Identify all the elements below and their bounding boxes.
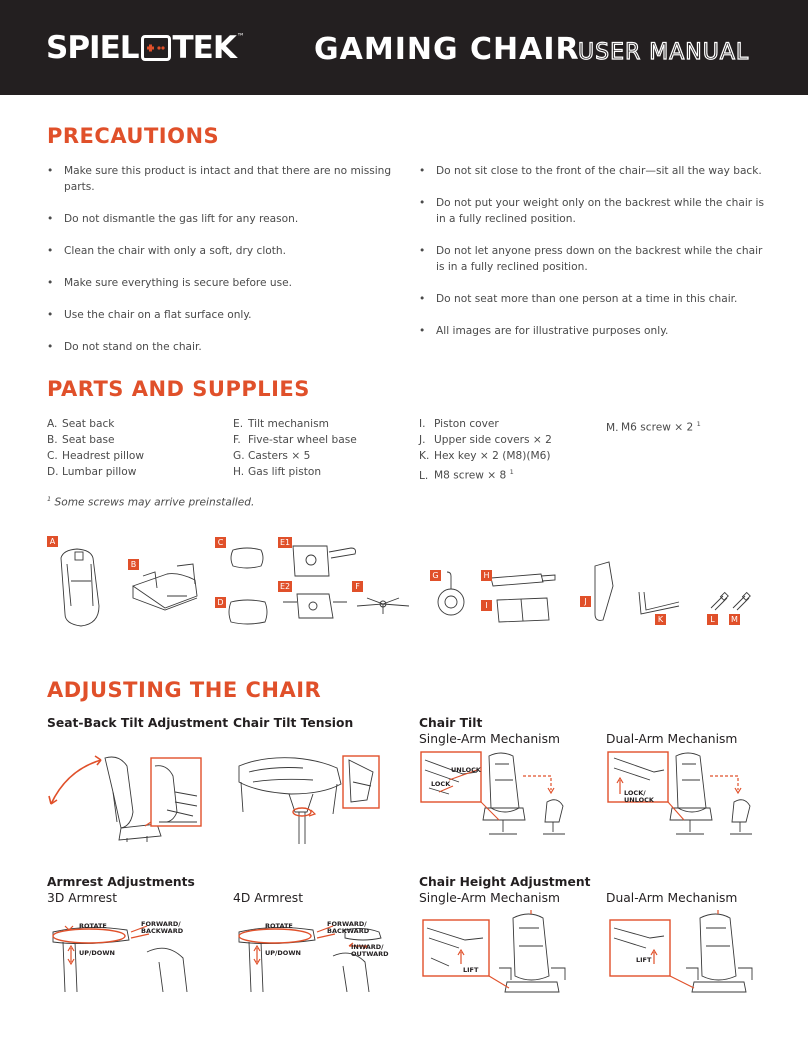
- chair-height-dual-arm-illustration: [606, 910, 766, 994]
- chair-height-single-arm-illustration: [419, 910, 579, 994]
- part-tag: B: [128, 559, 139, 570]
- forward-backward-callout: FORWARD/ BACKWARD: [141, 920, 184, 935]
- part-tag: M: [729, 614, 740, 625]
- part-item: F. Five-star wheel base: [233, 434, 357, 446]
- up-down-callout: UP/DOWN: [79, 949, 115, 957]
- part-item: L. M8 screw × 8 $^1$: [419, 468, 514, 482]
- inward-outward-callout: INWARD/ OUTWARD: [351, 943, 389, 958]
- part-tag: K: [655, 614, 666, 625]
- armrest-3d-label: 3D Armrest: [47, 891, 118, 905]
- precautions-list-right: [419, 163, 764, 355]
- seat-back-tilt-title: Seat-Back Tilt Adjustment: [47, 716, 229, 730]
- logo-text-right: TEK: [172, 30, 236, 66]
- adjusting-heading: ADJUSTING THE CHAIR: [47, 678, 322, 702]
- part-tag: J: [580, 596, 591, 607]
- precaution-item: • Do not sit close to the front of the chair—sit all the way back.: [419, 163, 764, 179]
- part-item: A. Seat back: [47, 418, 115, 430]
- part-tag: E2: [280, 582, 291, 591]
- part-item: I. Piston cover: [419, 418, 499, 430]
- part-tag: F: [352, 581, 363, 592]
- precaution-item: • Do not seat more than one person at a time in this chair.: [419, 291, 764, 307]
- part-item: B. Seat base: [47, 434, 115, 446]
- precaution-item: • Use the chair on a flat surface only.: [47, 307, 397, 323]
- precautions-heading: PRECAUTIONS: [47, 124, 220, 148]
- chair-height-single-arm-label: Single-Arm Mechanism: [419, 891, 560, 905]
- parts-list-col4: [606, 416, 701, 436]
- document-subtitle: USER MANUAL: [578, 40, 750, 65]
- precaution-item: • Make sure everything is secure before use.: [47, 275, 397, 291]
- rotate-callout: ROTATE: [79, 922, 107, 930]
- part-tag: H: [481, 570, 492, 581]
- precaution-item: • Do not dismantle the gas lift for any reason.: [47, 211, 397, 227]
- parts-heading: PARTS AND SUPPLIES: [47, 377, 310, 401]
- part-item: K. Hex key × 2 (M8)(M6): [419, 450, 551, 462]
- parts-footnote: $^1$ Some screws may arrive preinstalled.: [47, 495, 255, 509]
- unlock-callout: UNLOCK: [451, 766, 481, 774]
- forward-backward-callout: FORWARD/ BACKWARD: [327, 920, 370, 935]
- armrest-3d-illustration: [47, 912, 207, 992]
- rotate-callout: ROTATE: [265, 922, 293, 930]
- chair-tilt-single-arm-illustration: [419, 750, 579, 840]
- header-bar: [0, 0, 808, 95]
- part-item: J. Upper side covers × 2: [419, 434, 552, 446]
- part-tag: I: [481, 600, 492, 611]
- up-down-callout: UP/DOWN: [265, 949, 301, 957]
- trademark-mark: ™: [236, 31, 245, 41]
- document-title: GAMING CHAIR: [314, 32, 580, 67]
- seat-back-tilt-illustration: [47, 752, 207, 842]
- lift-callout: LIFT: [636, 956, 652, 964]
- lock-callout: LOCK: [431, 780, 451, 788]
- parts-illustration: [47, 536, 761, 628]
- gamepad-icon: [141, 35, 171, 61]
- part-tag: A: [47, 536, 58, 547]
- part-item: M. M6 screw × 2 $^1$: [606, 420, 701, 434]
- parts-list-col2: [233, 416, 357, 480]
- precautions-list-left: [47, 163, 397, 371]
- chair-tilt-tension-title: Chair Tilt Tension: [233, 716, 354, 730]
- part-item: C. Headrest pillow: [47, 450, 145, 462]
- part-tag: D: [215, 597, 226, 608]
- logo-text-left: SPIEL: [46, 30, 139, 66]
- chair-tilt-dual-arm-illustration: [606, 750, 766, 840]
- brand-logo: [46, 30, 245, 66]
- part-tag: G: [430, 570, 441, 581]
- precaution-item: • Do not put your weight only on the backrest while the chair is in a fully reclined position.: [419, 195, 764, 227]
- part-item: G. Casters × 5: [233, 450, 311, 462]
- lock-unlock-callout: LOCK/ UNLOCK: [624, 789, 654, 804]
- lift-callout: LIFT: [463, 966, 479, 974]
- chair-tilt-tension-illustration: [233, 752, 393, 844]
- chair-tilt-single-arm-label: Single-Arm Mechanism: [419, 732, 560, 746]
- armrest-4d-illustration: [233, 912, 393, 992]
- precaution-item: • Clean the chair with only a soft, dry cloth.: [47, 243, 397, 259]
- precaution-item: • Do not let anyone press down on the backrest while the chair is in a fully reclined position.: [419, 243, 764, 275]
- precaution-item: • Do not stand on the chair.: [47, 339, 397, 355]
- chair-height-dual-arm-label: Dual-Arm Mechanism: [606, 891, 738, 905]
- parts-list-col3: [419, 416, 552, 484]
- part-item: H. Gas lift piston: [233, 466, 322, 478]
- part-tag: L: [707, 614, 718, 625]
- armrest-4d-label: 4D Armrest: [233, 891, 304, 905]
- chair-tilt-dual-arm-label: Dual-Arm Mechanism: [606, 732, 738, 746]
- part-tag: C: [215, 537, 226, 548]
- precaution-item: • All images are for illustrative purposes only.: [419, 323, 764, 339]
- precaution-item: • Make sure this product is intact and that there are no missing parts.: [47, 163, 397, 195]
- part-item: D. Lumbar pillow: [47, 466, 137, 478]
- chair-height-title: Chair Height Adjustment: [419, 875, 591, 889]
- part-tag: E1: [280, 538, 291, 547]
- parts-illustration-row: [47, 536, 761, 628]
- armrest-adjustments-title: Armrest Adjustments: [47, 875, 195, 889]
- parts-list-col1: [47, 416, 144, 480]
- part-item: E. Tilt mechanism: [233, 418, 329, 430]
- chair-tilt-title: Chair Tilt: [419, 716, 483, 730]
